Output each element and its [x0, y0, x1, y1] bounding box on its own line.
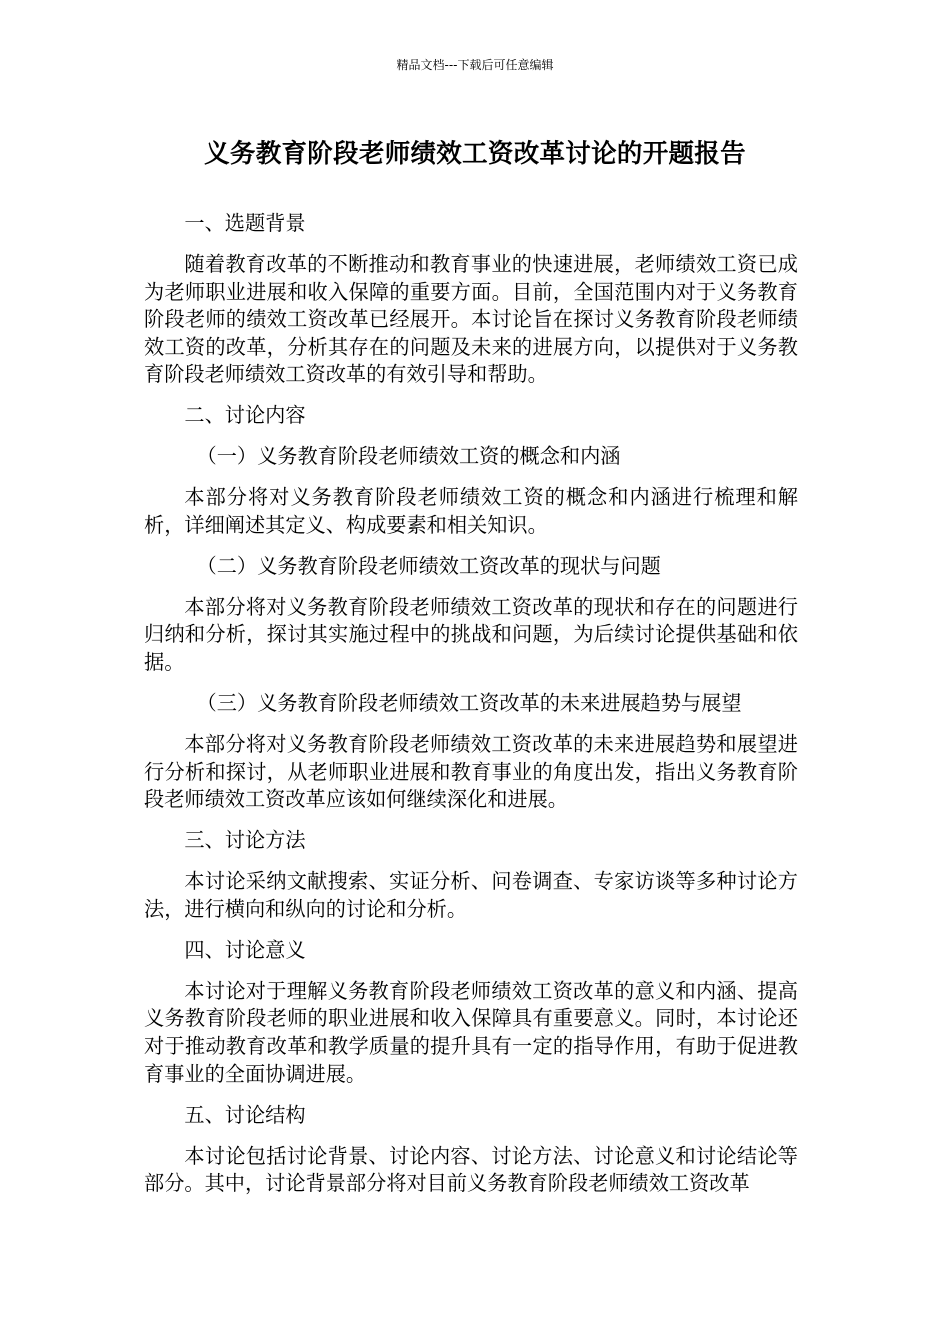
paragraph-concept: 本部分将对义务教育阶段老师绩效工资的概念和内涵进行梳理和解析，详细阐述其定义、构成要素和相关知识。 — [144, 485, 798, 537]
paragraph-significance: 本讨论对于理解义务教育阶段老师绩效工资改革的意义和内涵、提高义务教育阶段老师的职业进展和收入保障具有重要意义。同时，本讨论还对于推动教育改革和教学质量的提升具有一定的指导作用，有助于促进教育事业的全面协调进展。 — [144, 978, 798, 1086]
subheading-future: （三）义务教育阶段老师绩效工资改革的未来进展趋势与展望 — [196, 691, 742, 716]
paragraph-future: 本部分将对义务教育阶段老师绩效工资改革的未来进展趋势和展望进行分析和探讨，从老师职业进展和教育事业的角度出发，指出义务教育阶段老师绩效工资改革应该如何继续深化和进展。 — [144, 732, 798, 812]
subheading-status: （二）义务教育阶段老师绩效工资改革的现状与问题 — [196, 553, 661, 578]
section-heading-method: 三、讨论方法 — [184, 828, 306, 853]
paragraph-background: 随着教育改革的不断推动和教育事业的快速进展，老师绩效工资已成为老师职业进展和收入保障的重要方面。目前，全国范围内对于义务教育阶段老师的绩效工资改革已经展开。本讨论旨在探讨义务教育阶段老师绩效工资的改革，分析其存在的问题及未来的进展方向，以提供对于义务教育阶段老师绩效工资改革的有效引导和帮助。 — [144, 251, 798, 387]
paragraph-method: 本讨论采纳文献搜索、实证分析、问卷调查、专家访谈等多种讨论方法，进行横向和纵向的讨论和分析。 — [144, 869, 798, 921]
paragraph-status: 本部分将对义务教育阶段老师绩效工资改革的现状和存在的问题进行归纳和分析，探讨其实施过程中的挑战和问题，为后续讨论提供基础和依据。 — [144, 594, 798, 675]
section-heading-structure: 五、讨论结构 — [184, 1102, 306, 1127]
header-note: 精品文档---下载后可任意编辑 — [396, 58, 554, 72]
document-title: 义务教育阶段老师绩效工资改革讨论的开题报告 — [204, 139, 746, 169]
section-heading-significance: 四、讨论意义 — [184, 937, 306, 962]
subheading-concept: （一）义务教育阶段老师绩效工资的概念和内涵 — [196, 444, 621, 469]
section-heading-background: 一、选题背景 — [184, 211, 306, 235]
paragraph-structure: 本讨论包括讨论背景、讨论内容、讨论方法、讨论意义和讨论结论等部分。其中，讨论背景部分将对目前义务教育阶段老师绩效工资改革 — [144, 1143, 798, 1196]
section-heading-content: 二、讨论内容 — [184, 403, 306, 428]
document-body — [144, 210, 798, 1211]
